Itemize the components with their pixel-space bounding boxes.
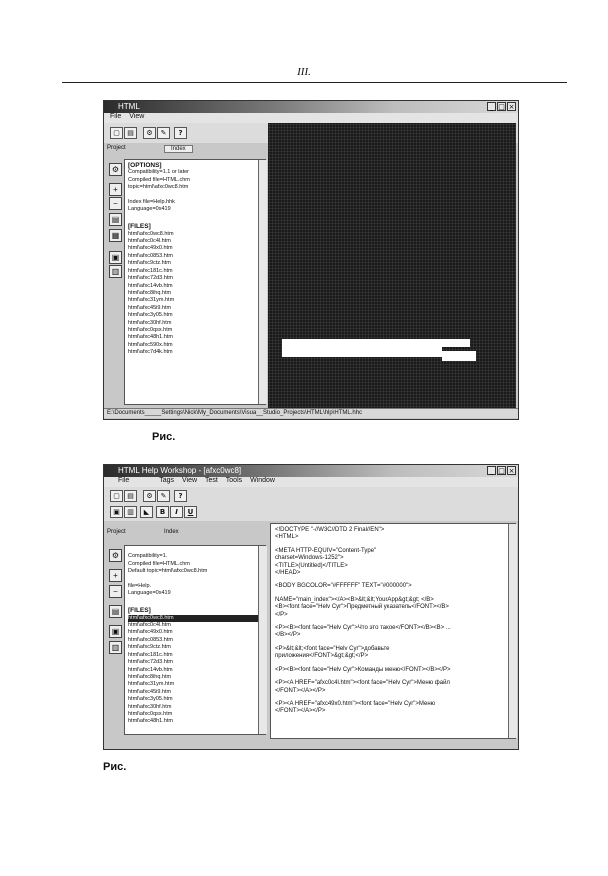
print-icon[interactable]: ▥ <box>124 506 137 518</box>
list-item[interactable]: html\afxc31ym.htm <box>128 297 175 304</box>
minimize-icon[interactable]: _ <box>487 466 496 475</box>
project-file-list[interactable] <box>124 159 266 405</box>
html-source-editor[interactable] <box>270 523 516 739</box>
status-bar: E:\Documents_____Settings\Nick\My_Documents\Visua__Studio_Projects\HTML\hlp\HTML.hhc <box>104 408 518 418</box>
source-line[interactable]: </P> <box>275 611 288 618</box>
menu-view[interactable]: View <box>129 113 145 120</box>
bold-button[interactable]: B <box>156 506 169 518</box>
list-item[interactable]: html\afxc72d3.htm <box>128 659 173 666</box>
list-item[interactable]: html\afxc45i9.htm <box>128 304 172 311</box>
list-item[interactable]: html\afxc0wc8.htm <box>128 230 174 237</box>
window-types-icon[interactable]: ▦ <box>109 229 122 242</box>
list-item[interactable]: html\afxc0c4l.htm <box>128 238 171 245</box>
list-item[interactable]: topic=html\afxc0wc8.htm <box>128 184 189 191</box>
list-item[interactable]: html\afxc0c4l.htm <box>128 622 171 629</box>
list-item[interactable]: html\afxc30hf.htm <box>128 703 172 710</box>
compile-icon[interactable]: ⚙ <box>143 490 156 502</box>
open-icon[interactable]: ▤ <box>124 490 137 502</box>
source-line[interactable]: <HTML> <box>275 534 299 541</box>
source-line[interactable]: <B><font face="Helv Cyr">Предметный указатель</FONT></B> <box>275 604 449 611</box>
list-item[interactable]: html\afxc9ctz.htm <box>128 260 171 267</box>
change-options-icon[interactable]: ⚙ <box>109 163 122 176</box>
source-line[interactable]: <TITLE>(Untitled)</TITLE> <box>275 562 348 569</box>
maximize-icon[interactable]: □ <box>498 103 505 111</box>
toolbar <box>104 487 518 521</box>
list-item[interactable]: html\afxc0853.htm <box>128 636 173 643</box>
italic-button[interactable]: I <box>170 506 183 518</box>
list-item[interactable]: html\afxc7d4k.htm <box>128 349 173 356</box>
close-icon[interactable]: × <box>508 103 515 111</box>
compile-icon[interactable]: ⚙ <box>143 127 156 139</box>
project-file-list[interactable] <box>124 545 266 735</box>
list-item[interactable]: html\afxc14vb.htm <box>128 666 173 673</box>
underline-button[interactable]: U <box>184 506 197 518</box>
tag-icon[interactable]: ◣ <box>140 506 153 518</box>
list-item[interactable] <box>128 546 265 553</box>
list-item[interactable]: Index file=Help.hhk <box>128 199 175 206</box>
content-highlight <box>282 339 470 347</box>
list-item[interactable]: html\afxc0qsx.htm <box>128 710 173 717</box>
menu-tools[interactable]: Tools <box>225 477 243 484</box>
figure-caption: Рис. <box>152 431 176 443</box>
window-title: HTML Help Workshop - [afxc0wc8] <box>118 466 242 475</box>
source-line[interactable]: </HEAD> <box>275 570 301 577</box>
source-line[interactable]: </B></P> <box>275 632 301 639</box>
list-item[interactable]: [FILES] <box>128 223 151 231</box>
list-item[interactable]: html\afxc0wc8.htm <box>128 615 265 622</box>
list-item[interactable]: html\afxc181c.htm <box>128 267 173 274</box>
list-item[interactable] <box>128 598 265 605</box>
menu-test[interactable]: Test <box>204 477 218 484</box>
list-item[interactable]: html\afxc14vb.htm <box>128 282 173 289</box>
figure-caption: Рис. <box>103 761 127 773</box>
save-icon[interactable]: ▣ <box>109 251 122 264</box>
list-item[interactable]: html\afxc49x0.htm <box>128 629 173 636</box>
list-item[interactable]: Default topic=html\afxc0wc8.htm <box>128 568 208 575</box>
list-item[interactable]: Language=0x419 <box>128 590 171 597</box>
source-line[interactable]: <META HTTP-EQUIV="Content-Type" <box>275 547 377 554</box>
add-file-icon[interactable]: + <box>109 569 122 582</box>
window-html-help-workshop <box>103 464 519 750</box>
list-item[interactable]: html\afxc31ym.htm <box>128 681 175 688</box>
project-scrollbar[interactable] <box>258 546 267 734</box>
remove-file-icon[interactable]: − <box>109 197 122 210</box>
source-line[interactable]: </FONT></A></P> <box>275 708 326 715</box>
close-icon[interactable]: × <box>508 467 515 475</box>
source-line[interactable]: charset=Windows-1252"> <box>275 555 344 562</box>
menu-file[interactable]: File <box>118 477 130 484</box>
new-icon[interactable]: ▢ <box>110 490 123 502</box>
content-pane <box>268 123 516 408</box>
view-html-icon[interactable]: ▤ <box>109 213 122 226</box>
list-item[interactable]: file=Help. <box>128 583 152 590</box>
maximize-icon[interactable]: □ <box>498 467 505 475</box>
list-item[interactable]: html\afxc9ctz.htm <box>128 644 171 651</box>
remove-file-icon[interactable]: − <box>109 585 122 598</box>
list-item[interactable]: html\afxc72d3.htm <box>128 275 173 282</box>
list-item[interactable]: html\afxc8ihq.htm <box>128 289 172 296</box>
new-icon[interactable]: ▢ <box>110 127 123 139</box>
list-item[interactable]: html\afxc0qsx.htm <box>128 326 173 333</box>
source-line[interactable]: <!DOCTYPE "-//W3C//DTD 2 Final//EN"> <box>275 527 385 533</box>
list-item[interactable] <box>128 192 265 199</box>
source-line[interactable]: <P><A HREF="afxc0c4l.htm"><font face="Helv Cyr">Меню файл <box>275 680 450 687</box>
source-line[interactable]: NAME="main_index"></A><B>&lt;&lt;YourApp&gt;&gt; </B> <box>275 596 434 603</box>
tab-project[interactable]: Project <box>107 529 126 535</box>
header-rule <box>62 82 567 83</box>
list-item[interactable]: html\afxc181c.htm <box>128 651 173 658</box>
source-line[interactable]: <P><B><font face="Helv Cyr">Команды меню</FONT></B></P> <box>275 666 451 673</box>
window-title: HTML <box>118 102 140 111</box>
window-html-viewer <box>103 100 519 420</box>
list-item[interactable]: Compiled file=HTML.chm <box>128 176 190 183</box>
source-line[interactable]: <P><A HREF="afxc49x0.htm"><font face="Helv Cyr">Меню <box>275 700 436 707</box>
help-icon[interactable]: ? <box>174 490 187 502</box>
menu-file[interactable]: File <box>110 113 122 120</box>
tab-project[interactable]: Project <box>107 145 126 151</box>
window-titlebar[interactable] <box>104 465 518 477</box>
menubar <box>104 113 518 123</box>
save-icon[interactable]: ▣ <box>109 625 122 638</box>
content-highlight <box>282 347 442 357</box>
list-item[interactable]: [OPTIONS] <box>128 162 162 169</box>
window-titlebar[interactable] <box>104 101 518 113</box>
source-line[interactable]: <P><B><font face="Helv Cyr">Что это такое</FONT></B><B> ... <box>275 625 451 632</box>
list-item[interactable] <box>128 214 265 221</box>
compile-file-icon[interactable]: ▥ <box>109 265 122 278</box>
source-line[interactable]: приложения</FONT>&gt;&gt;</P> <box>275 653 369 660</box>
editor-scrollbar[interactable] <box>508 524 517 738</box>
view-icon[interactable]: ✎ <box>157 127 170 139</box>
page-number: III. <box>297 66 311 78</box>
source-line[interactable]: <P>&lt;&lt;<font face="Helv Cyr">добавьте <box>275 645 390 652</box>
view-icon[interactable]: ✎ <box>157 490 170 502</box>
tab-index[interactable]: Index <box>164 529 179 535</box>
source-line[interactable]: <BODY BGCOLOR="#FFFFFF" TEXT="#000000"> <box>275 583 412 590</box>
list-item[interactable] <box>128 576 265 583</box>
minimize-icon[interactable]: _ <box>487 102 496 111</box>
list-item[interactable]: Compiled file=HTML.chm <box>128 560 190 567</box>
list-item[interactable]: html\afxc48h1.htm <box>128 718 173 725</box>
view-html-icon[interactable]: ▤ <box>109 605 122 618</box>
project-scrollbar[interactable] <box>258 160 267 404</box>
list-item[interactable]: html\afxc8ihq.htm <box>128 673 172 680</box>
list-item[interactable]: html\afxc3y05.htm <box>128 312 173 319</box>
help-icon[interactable]: ? <box>174 127 187 139</box>
save-icon[interactable]: ▣ <box>110 506 123 518</box>
menubar <box>104 477 518 487</box>
list-item[interactable]: html\afxc45i9.htm <box>128 688 172 695</box>
list-item[interactable]: html\afxc49x0.htm <box>128 245 173 252</box>
change-options-icon[interactable]: ⚙ <box>109 549 122 562</box>
content-highlight <box>442 351 476 361</box>
compile-file-icon[interactable]: ▥ <box>109 641 122 654</box>
list-item[interactable]: Compatibility=1. <box>128 553 168 560</box>
open-icon[interactable]: ▤ <box>124 127 137 139</box>
list-item[interactable]: html\afxc48h1.htm <box>128 334 173 341</box>
menu-tags[interactable]: Tags <box>159 477 175 484</box>
list-item[interactable]: html\afxc590x.htm <box>128 341 173 348</box>
list-item[interactable]: Compatibility=1.1 or later <box>128 169 189 176</box>
source-line[interactable]: </FONT></A></P> <box>275 687 326 694</box>
list-item[interactable]: [FILES] <box>128 607 151 615</box>
tab-index[interactable]: Index <box>164 145 193 153</box>
list-item[interactable]: html\afxc30hf.htm <box>128 319 172 326</box>
list-item[interactable]: html\afxc0853.htm <box>128 252 173 259</box>
menu-view[interactable]: View <box>181 477 198 484</box>
menu-window[interactable]: Window <box>250 477 275 484</box>
list-item[interactable]: html\afxc3y05.htm <box>128 696 173 703</box>
list-item[interactable]: Language=0x419 <box>128 206 171 213</box>
add-file-icon[interactable]: + <box>109 183 122 196</box>
